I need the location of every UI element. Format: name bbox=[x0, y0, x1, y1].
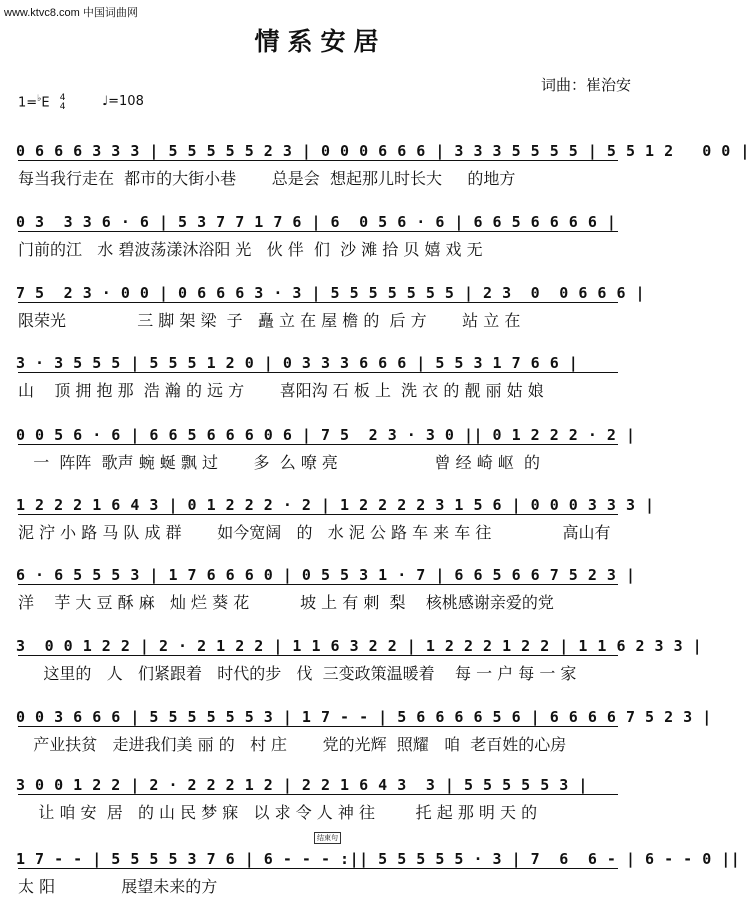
notation-line-3: 7 5 2 3 · 0 0 | 0 6 6 6 3 · 3 | 5 5 5 5 5 5 5 | 2 3 0 0 6 6 6 | bbox=[16, 284, 646, 302]
time-signature bbox=[60, 94, 66, 112]
beam-line bbox=[18, 794, 618, 795]
credit-line: 词曲：崔治安 bbox=[540, 76, 631, 94]
key-label: 1= bbox=[18, 95, 38, 111]
notation-line-9: 0 0 3 6 6 6 | 5 5 5 5 5 5 3 | 1 7 - - | 5 6 6 6 6 5 6 | 6 6 6 6 7 5 2 3 | bbox=[16, 708, 712, 726]
lyric-line-8: 这里的 人 们紧跟着 时代的步 伐 三变政策温暖着 每 一 户 每 一 家 bbox=[18, 664, 577, 683]
key-signature bbox=[18, 94, 66, 112]
time-bottom: 4 bbox=[59, 102, 66, 112]
key-note: E bbox=[41, 95, 50, 111]
song-title: 情系安居 bbox=[254, 27, 387, 56]
lyric-line-10: 让 咱 安 居 的 山 民 梦 寐 以 求 令 人 神 往 托 起 那 明 天 的 bbox=[18, 803, 538, 822]
time-top: 4 bbox=[59, 93, 66, 103]
lyric-line-5: 一 阵阵 歌声 蜿 蜒 飘 过 多 么 嘹 亮 曾 经 崎 岖 的 bbox=[18, 453, 540, 472]
lyric-line-2: 门前的江 水 碧波荡漾沐浴阳 光 伙 伴 们 沙 滩 拾 贝 嬉 戏 无 bbox=[18, 240, 483, 259]
lyric-line-6: 泥 泞 小 路 马 队 成 群 如今宽阔 的 水 泥 公 路 车 来 车 往 高山有 bbox=[18, 523, 611, 542]
beam-line bbox=[18, 231, 618, 232]
ending-marker: 结束句 bbox=[314, 832, 341, 844]
notation-line-1: 0 6 6 6 3 3 3 | 5 5 5 5 5 2 3 | 0 0 0 6 6 6 | 3 3 3 5 5 5 5 | 5 5 1 2 0 0 | bbox=[16, 142, 750, 160]
beam-line bbox=[18, 726, 618, 727]
beam-line bbox=[18, 868, 618, 869]
lyric-line-11: 太 阳 展望未来的方 bbox=[18, 877, 218, 896]
site-watermark: www.ktvc8.com 中国词曲网 bbox=[4, 7, 138, 19]
flat-sign: ♭ bbox=[37, 94, 42, 105]
notation-line-2: 0 3 3 3 6 · 6 | 5 3 7 7 1 7 6 | 6 0 5 6 · 6 | 6 6 5 6 6 6 6 | bbox=[16, 213, 617, 231]
lyric-line-9: 产业扶贫 走进我们美 丽 的 村 庄 党的光辉 照耀 咱 老百姓的心房 bbox=[18, 735, 567, 754]
lyric-line-4: 山 顶 拥 抱 那 浩 瀚 的 远 方 喜阳沟 石 板 上 洗 衣 的 靓 丽 姑 娘 bbox=[18, 381, 544, 400]
notation-line-8: 3 0 0 1 2 2 | 2 · 2 1 2 2 | 1 1 6 3 2 2 | 1 2 2 2 1 2 2 | 1 1 6 2 3 3 | bbox=[16, 637, 703, 655]
notation-line-4: 3 · 3 5 5 5 | 5 5 5 1 2 0 | 0 3 3 3 6 6 6 | 5 5 3 1 7 6 6 | bbox=[16, 354, 579, 372]
beam-line bbox=[18, 584, 618, 585]
lyric-line-3: 限荣光 三 脚 架 梁 子 矗 立 在 屋 檐 的 后 方 站 立 在 bbox=[18, 311, 521, 330]
notation-line-6: 1 2 2 2 1 6 4 3 | 0 1 2 2 2 · 2 | 1 2 2 2 2 3 1 5 6 | 0 0 0 3 3 3 | bbox=[16, 496, 655, 514]
notation-line-10: 3 0 0 1 2 2 | 2 · 2 2 2 1 2 | 2 2 1 6 4 3 3 | 5 5 5 5 5 3 | bbox=[16, 776, 588, 794]
beam-line bbox=[18, 372, 618, 373]
beam-line bbox=[18, 655, 618, 656]
notation-line-5: 0 0 5 6 · 6 | 6 6 5 6 6 6 0 6 | 7 5 2 3 · 3 0 || 0 1 2 2 2 · 2 | bbox=[16, 426, 636, 444]
tempo-mark: ♩=108 bbox=[102, 94, 144, 109]
beam-line bbox=[18, 160, 618, 161]
beam-line bbox=[18, 444, 618, 445]
lyric-line-7: 洋 芋 大 豆 酥 麻 灿 烂 葵 花 坡 上 有 刺 梨 核桃感谢亲爱的党 bbox=[18, 593, 554, 612]
notation-line-7: 6 · 6 5 5 5 3 | 1 7 6 6 6 0 | 0 5 5 3 1 · 7 | 6 6 5 6 6 7 5 2 3 | bbox=[16, 566, 636, 584]
beam-line bbox=[18, 514, 618, 515]
notation-line-11: 1 7 - - | 5 5 5 5 3 7 6 | 6 - - - :|| 5 5 5 5 5 · 3 | 7 6 6 - | 6 - - 0 || bbox=[16, 850, 741, 868]
beam-line bbox=[18, 302, 618, 303]
lyric-line-1: 每当我行走在 都市的大街小巷 总是会 想起那儿时长大 的地方 bbox=[18, 169, 516, 188]
